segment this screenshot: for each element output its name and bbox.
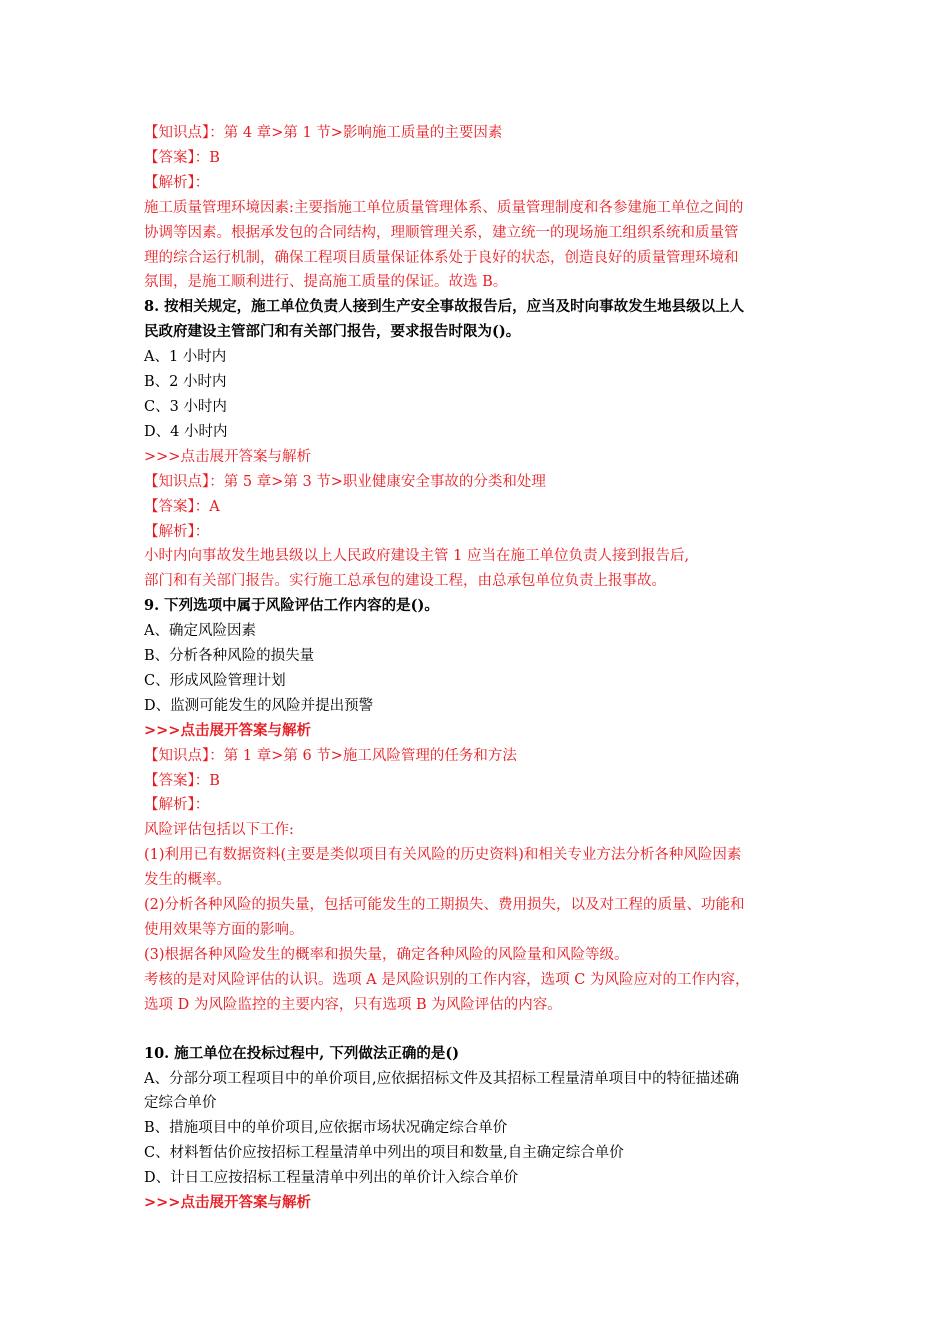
explanation-line: (2)分析各种风险的损失量，包括可能发生的工期损失、费用损失，以及对工程的质量、功能和 — [144, 897, 745, 914]
expand-answer-link[interactable]: >>>点击展开答案与解析 — [144, 721, 311, 739]
explanation-line: 氛围，是施工顺利进行、提高施工质量的保证。故选 B。 — [144, 274, 508, 291]
explanation-label: 【解析】： — [144, 174, 210, 191]
option-a: A、确定风险因素 — [144, 623, 256, 640]
answer: 【答案】：B — [144, 149, 220, 166]
question-8-stem: 民政府建设主管部门和有关部门报告，要求报告时限为()。 — [144, 323, 521, 341]
question-10-stem: 10. 施工单位在投标过程中, 下列做法正确的是() — [144, 1044, 460, 1062]
explanation-line: (3)根据各种风险发生的概率和损失量，确定各种风险的风险量和风险等级。 — [144, 946, 629, 963]
expand-answer-link[interactable]: >>>点击展开答案与解析 — [144, 448, 311, 465]
option-a-continued: 定综合单价 — [144, 1095, 217, 1112]
option-d: D、计日工应按招标工程量清单中列出的单价计入综合单价 — [144, 1170, 519, 1187]
knowledge-point: 【知识点】：第 1 章>第 6 节>施工风险管理的任务和方法 — [144, 747, 517, 764]
knowledge-point: 【知识点】：第 4 章>第 1 节>影响施工质量的主要因素 — [144, 125, 503, 141]
explanation-line: 考核的是对风险评估的认识。选项 A 是风险识别的工作内容，选项 C 为风险应对的工作内容， — [144, 971, 750, 988]
explanation-line: 部门和有关部门报告。实行施工总承包的建设工程，由总承包单位负责上报事故。 — [144, 573, 666, 590]
answer: 【答案】：B — [144, 772, 220, 789]
question-8-stem: 8. 按相关规定，施工单位负责人接到生产安全事故报告后，应当及时向事故发生地县级以上人 — [144, 298, 745, 316]
expand-answer-link[interactable]: >>>点击展开答案与解析 — [144, 1194, 311, 1212]
explanation-label: 【解析】： — [144, 523, 210, 540]
explanation-line: 小时内向事故发生地县级以上人民政府建设主管 1 应当在施工单位负责人接到报告后, — [144, 548, 690, 565]
option-d: D、监测可能发生的风险并提出预警 — [144, 697, 374, 714]
option-c: C、形成风险管理计划 — [144, 672, 286, 689]
question-9-stem: 9. 下列选项中属于风险评估工作内容的是()。 — [144, 597, 439, 615]
explanation-line: 协调等因素。根据承发包的合同结构，理顺管理关系，建立统一的现场施工组织系统和质量管 — [144, 224, 739, 241]
option-b: B、分析各种风险的损失量 — [144, 648, 315, 665]
option-d: D、4 小时内 — [144, 423, 228, 440]
option-b: B、措施项目中的单价项目,应依据市场状况确定综合单价 — [144, 1120, 508, 1137]
option-a: A、1 小时内 — [144, 349, 227, 366]
explanation-line: 选项 D 为风险监控的主要内容，只有选项 B 为风险评估的内容。 — [144, 996, 562, 1013]
paragraph-gap — [144, 1018, 810, 1042]
explanation-line: (1)利用已有数据资料(主要是类似项目有关风险的历史资料)和相关专业方法分析各种风险因素 — [144, 847, 742, 864]
explanation-line: 使用效果等方面的影响。 — [144, 922, 304, 938]
explanation-line: 施工质量管理环境因素:主要指施工单位质量管理体系、质量管理制度和各参建施工单位之间的 — [144, 199, 744, 216]
explanation-line: 发生的概率。 — [144, 872, 231, 889]
document-content — [144, 121, 810, 1216]
knowledge-point: 【知识点】：第 5 章>第 3 节>职业健康安全事故的分类和处理 — [144, 473, 546, 490]
option-c: C、材料暂估价应按招标工程量清单中列出的项目和数量,自主确定综合单价 — [144, 1145, 624, 1162]
option-c: C、3 小时内 — [144, 398, 227, 415]
explanation-label: 【解析】： — [144, 797, 210, 814]
answer: 【答案】：A — [144, 498, 220, 515]
option-b: B、2 小时内 — [144, 374, 227, 391]
option-a: A、分部分项工程项目中的单价项目,应依据招标文件及其招标工程量清单项目中的特征描述确 — [144, 1070, 740, 1087]
explanation-line: 风险评估包括以下工作: — [144, 822, 294, 839]
explanation-line: 理的综合运行机制，确保工程项目质量保证体系处于良好的状态，创造良好的质量管理环境和 — [144, 249, 739, 266]
